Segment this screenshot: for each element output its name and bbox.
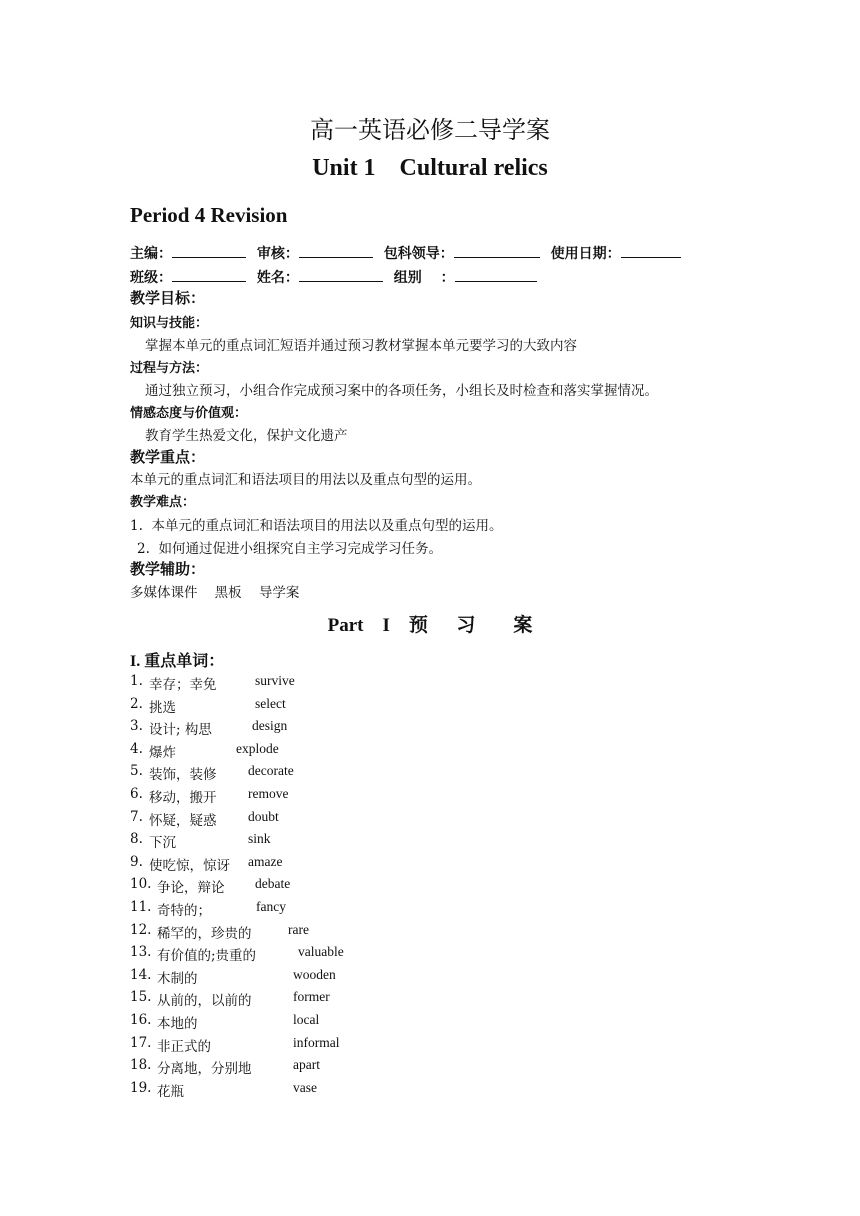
editor-label: 主编： <box>130 246 172 262</box>
vocab-item-english: informal <box>293 1034 340 1050</box>
vocab-item-number: 10. <box>130 876 152 893</box>
emotion-text: 教育学生热爱文化，保护文化遗产 <box>145 428 348 444</box>
vocab-item-english: explode <box>236 740 279 756</box>
vocab-item-number: 14. <box>130 966 152 983</box>
vocab-item-chinese: 装饰，装修 <box>149 767 217 784</box>
aids-text: 多媒体课件 黑板 导学案 <box>130 585 300 601</box>
vocab-item-number: 9. <box>130 853 143 870</box>
vocab-item-english: design <box>252 718 288 734</box>
vocab-item-chinese: 设计; 构思 <box>149 722 212 739</box>
vocab-item-english: apart <box>293 1057 320 1073</box>
vocab-item-english: rare <box>288 921 309 937</box>
vocab-item-chinese: 稀罕的，珍贵的 <box>157 925 252 942</box>
vocab-item-english: wooden <box>293 966 336 982</box>
meta-row-2 <box>130 267 537 287</box>
knowledge-text: 掌握本单元的重点词汇短语并通过预习教材掌握本单元要学习的大致内容 <box>145 338 577 354</box>
difficult-item-2: 2. 如何通过促进小组探究自主学习完成学习任务。 <box>137 541 442 557</box>
key-text: 本单元的重点词汇和语法项目的用法以及重点句型的运用。 <box>130 472 481 488</box>
vocab-item-chinese: 分离地，分别地 <box>157 1061 252 1078</box>
unit-title: Unit 1 Cultural relics <box>312 155 548 181</box>
vocab-item-number: 5. <box>130 763 143 780</box>
process-heading: 过程与方法： <box>130 361 209 376</box>
vocab-item-number: 3. <box>130 718 143 735</box>
meta-row-1 <box>130 243 681 263</box>
group-blank[interactable] <box>455 267 537 282</box>
name-blank[interactable] <box>299 267 383 282</box>
vocab-item-english: amaze <box>248 853 283 869</box>
vocab-item-english: valuable <box>298 944 344 960</box>
vocab-item-chinese: 怀疑，疑惑 <box>149 812 217 829</box>
key-heading: 教学重点： <box>130 448 206 466</box>
vocab-item-number: 11. <box>130 899 152 915</box>
vocab-item-chinese: 非正式的 <box>157 1038 211 1055</box>
vocab-item-english: survive <box>255 673 295 688</box>
class-blank[interactable] <box>172 267 246 282</box>
process-text: 通过独立预习，小组合作完成预习案中的各项任务，小组长及时检查和落实掌握情况。 <box>145 383 658 399</box>
vocab-item-chinese: 有价值的;贵重的 <box>157 948 257 965</box>
vocab-item-english: decorate <box>248 763 294 779</box>
difficult-item-1: 1. 本单元的重点词汇和语法项目的用法以及重点句型的运用。 <box>130 518 503 534</box>
date-label: 使用日期： <box>550 246 621 262</box>
period-title: Period 4 Revision <box>130 203 288 227</box>
leader-blank[interactable] <box>454 243 540 258</box>
vocab-item-number: 7. <box>130 808 143 825</box>
vocab-item-english: doubt <box>248 808 279 824</box>
emotion-heading: 情感态度与价值观： <box>130 406 248 421</box>
vocab-item-english: vase <box>293 1079 317 1095</box>
group-colon: ： <box>440 270 455 286</box>
date-blank[interactable] <box>621 243 681 258</box>
vocab-item-english: fancy <box>256 899 286 914</box>
vocab-item-english: select <box>255 695 286 711</box>
name-label: 姓名： <box>256 270 299 286</box>
vocab-item-chinese: 争论，辩论 <box>157 880 225 897</box>
vocab-item-number: 4. <box>130 740 143 757</box>
reviewer-label: 审核： <box>256 246 299 262</box>
difficult-heading: 教学难点： <box>130 495 196 510</box>
vocab-item-number: 2. <box>130 695 143 712</box>
vocab-item-chinese: 花瓶 <box>157 1083 184 1100</box>
vocab-item-english: local <box>293 1012 320 1027</box>
vocab-item-chinese: 奇特的； <box>157 903 211 919</box>
vocab-item-number: 6. <box>130 786 143 802</box>
vocab-item-chinese: 使吃惊，惊讶 <box>149 857 230 874</box>
vocab-item-chinese: 从前的，以前的 <box>157 993 252 1010</box>
document-title: 高一英语必修二导学案 <box>310 116 550 144</box>
vocab-item-chinese: 移动，搬开 <box>149 790 217 806</box>
vocab-item-chinese: 爆炸 <box>149 744 176 761</box>
vocab-item-number: 8. <box>130 831 143 848</box>
vocab-item-chinese: 本地的 <box>157 1016 198 1032</box>
aids-heading: 教学辅助： <box>130 560 206 578</box>
vocab-item-number: 16. <box>130 1012 152 1028</box>
vocab-item-chinese: 幸存；幸免 <box>149 677 217 693</box>
vocab-item-number: 17. <box>130 1034 152 1051</box>
reviewer-blank[interactable] <box>299 243 373 258</box>
vocab-item-number: 13. <box>130 944 152 961</box>
vocab-heading: I. 重点单词： <box>130 653 225 670</box>
vocab-item-number: 19. <box>130 1079 152 1096</box>
vocab-item-english: former <box>293 989 330 1005</box>
vocab-item-english: debate <box>255 876 291 892</box>
vocab-item-english: remove <box>248 786 289 801</box>
class-label: 班级： <box>130 270 172 286</box>
goals-heading: 教学目标： <box>130 289 206 307</box>
vocab-item-number: 15. <box>130 989 152 1006</box>
vocab-item-chinese: 木制的 <box>157 970 198 987</box>
vocab-item-number: 12. <box>130 921 152 938</box>
vocab-item-number: 18. <box>130 1057 152 1074</box>
vocab-item-chinese: 挑选 <box>149 699 176 716</box>
knowledge-heading: 知识与技能： <box>130 316 209 331</box>
part-title: Part I 预 习 案 <box>327 615 533 636</box>
vocab-item-english: sink <box>248 831 271 847</box>
group-label: 组别 <box>393 270 422 286</box>
editor-blank[interactable] <box>172 243 246 258</box>
leader-label: 包科领导： <box>383 246 454 262</box>
vocab-item-number: 1. <box>130 673 143 689</box>
vocab-item-chinese: 下沉 <box>149 835 176 852</box>
